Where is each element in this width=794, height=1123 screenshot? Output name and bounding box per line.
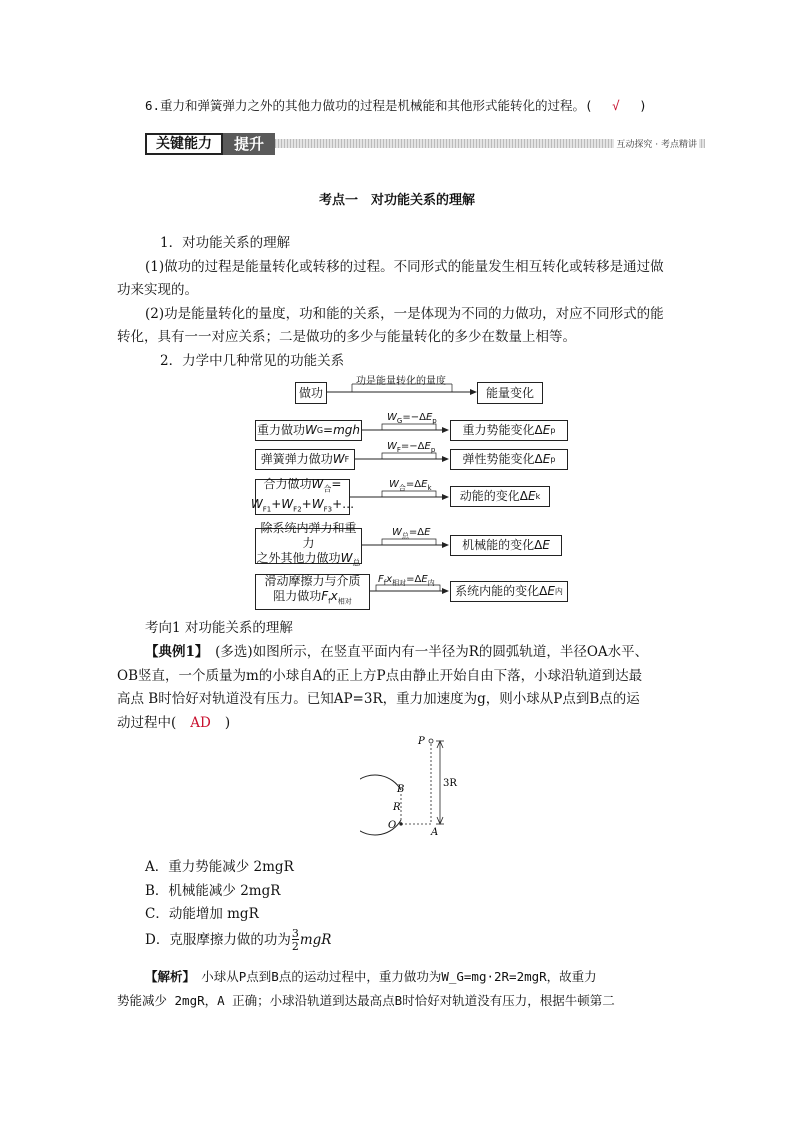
flow-row3-relation: $W_合=\Delta E_k$ <box>389 479 432 492</box>
analysis-line2: 势能减少 2mgR，A 正确；小球沿轨道到达最高点B时恰好对轨道没有压力，根据牛顿第二 <box>117 993 615 1008</box>
analysis-line1: 【解析】 小球从P点到B点的运动过程中，重力做功为W_G=mg·2R=2mgR，故重力 <box>145 969 597 984</box>
label-b: B <box>397 784 405 795</box>
flow-top-right: 能量变化 <box>477 382 543 404</box>
point1-p1-line2: 功来实现的。 <box>117 282 198 298</box>
answer-mark: √ <box>612 98 620 113</box>
point1-p1-line1: (1)做功的过程是能量转化或转移的过程。不同形式的能量发生相互转化或转移是通过做 <box>145 259 664 275</box>
label-o: O <box>388 820 397 831</box>
flow-row2-relation: $W_F=-\Delta E_p$ <box>387 441 436 454</box>
flow-row1-relation: $W_G=-\Delta E_p$ <box>387 412 437 425</box>
point1-p2-line1: (2)功是能量转化的量度，功和能的关系，一是体现为不同的力做功，对应不同形式的能 <box>145 306 664 322</box>
point1-heading: 1．对功能关系的理解 <box>160 235 291 251</box>
example-line4: 动过程中( AD ) <box>117 715 231 731</box>
flow-row1-left: 重力做功 W G = mgh <box>255 420 362 441</box>
option-d: D．克服摩擦力做的功为 3 2 mgR <box>145 927 332 953</box>
example-answer: AD <box>190 715 211 731</box>
flow-top-left: 做功 <box>295 382 327 404</box>
flow-row5-left: 滑动摩擦力与介质 阻力做功$F_fx_{相对}$ <box>255 574 370 610</box>
example-line3: 高点 B时恰好对轨道没有压力。已知AP=3R，重力加速度为g，则小球从P点到B点的运 <box>117 691 640 707</box>
flow-row5-right: 系统内能的变化Δ E 内 <box>450 581 568 602</box>
direction-label: 考向1 对功能关系的理解 <box>145 620 293 636</box>
flow-row2-left: 弹簧弹力做功 W F <box>255 449 355 470</box>
point2-heading: 2．力学中几种常见的功能关系 <box>160 353 345 369</box>
flow-row4-relation: $W_总=\Delta E$ <box>392 527 431 540</box>
flow-row5-relation: $F_fx_{相对}=\Delta E_内$ <box>378 574 435 587</box>
option-d-fraction: 3 2 <box>291 927 299 953</box>
flow-top-arrow-label: 功是能量转化的量度 <box>356 376 446 387</box>
flow-row2-right: 弹性势能变化Δ E p <box>450 449 568 470</box>
example-line2: OB竖直，一个质量为m的小球自A的正上方P点由静止开始自由下落，小球沿轨道到达最 <box>117 668 643 684</box>
banner-tag: 互动探究 · 考点精讲 <box>614 137 699 150</box>
flow-row3-right: 动能的变化Δ E k <box>450 486 550 507</box>
option-a: A．重力势能减少 2mgR <box>145 859 294 875</box>
flow-row3-left: 合力做功$W_合=$ $W_{F1}+W_{F2}+W_{F3}+\dots$ <box>255 479 350 515</box>
label-p: P <box>418 736 425 747</box>
banner-title-b: 提升 <box>223 133 275 155</box>
flow-row1-right: 重力势能变化Δ E p <box>450 420 568 441</box>
example-line1: 【典例1】 (多选)如图所示，在竖直平面内有一半径为R的圆弧轨道，半径OA水平、 <box>145 644 649 660</box>
section-title: 考点一 对功能关系的理解 <box>318 193 475 208</box>
track-figure <box>360 730 470 855</box>
banner-title-a: 关键能力 <box>145 133 223 155</box>
example-label: 【典例1】 <box>145 644 202 660</box>
label-r: R <box>393 802 401 813</box>
option-b: B．机械能减少 2mgR <box>145 883 281 899</box>
label-a: A <box>431 827 439 838</box>
flow-row4-right: 机械能的变化Δ E <box>450 535 562 556</box>
label-3r: 3R <box>443 778 457 789</box>
analysis-label: 【解析】 <box>145 969 189 984</box>
point1-p2-line2: 转化，具有一一对应关系；二是做功的多少与能量转化的多少在数量上相等。 <box>117 329 576 345</box>
top-statement: 6.重力和弹簧弹力之外的其他力做功的过程是机械能和其他形式能转化的过程。( √ ) <box>145 98 647 113</box>
option-c: C．动能增加 mgR <box>145 906 259 922</box>
flow-row4-left: 除系统内弹力和重力 之外其他力做功$W_总$ <box>256 521 361 568</box>
